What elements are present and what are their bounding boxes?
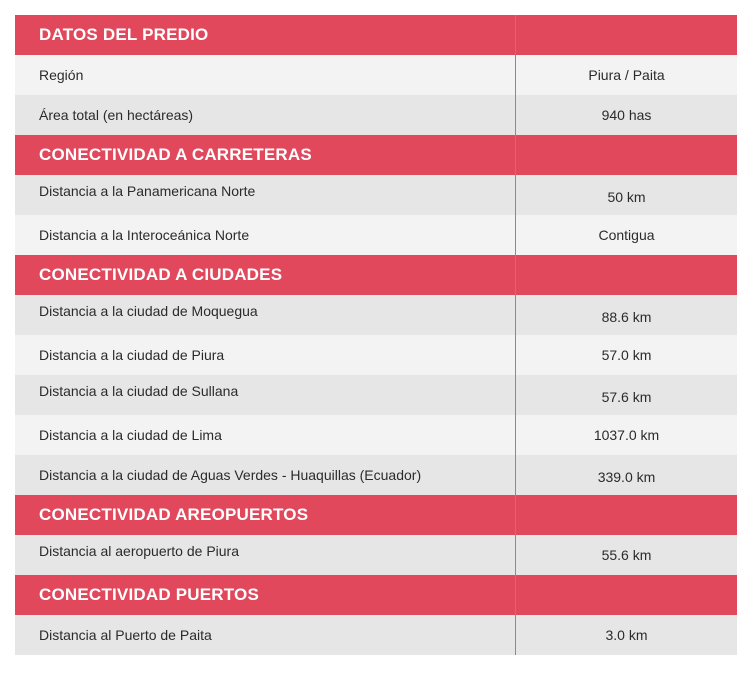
table-row — [15, 55, 737, 95]
row-value: 3.0 km — [605, 627, 648, 643]
row-label: Distancia a la Interoceánica Norte — [39, 227, 250, 243]
row-value: 339.0 km — [597, 469, 656, 485]
row-value: Contigua — [598, 227, 655, 243]
section-title: DATOS DEL PREDIO — [39, 25, 209, 44]
table-row — [15, 215, 737, 255]
row-label: Región — [39, 67, 84, 83]
row-value: 88.6 km — [601, 309, 652, 325]
section-header-conectividad-carreteras — [15, 135, 737, 175]
table-row — [15, 415, 737, 455]
row-label: Distancia a la Panamericana Norte — [39, 183, 256, 199]
row-label: Área total (en hectáreas) — [39, 107, 194, 123]
row-value: Piura / Paita — [588, 67, 665, 83]
section-header-conectividad-ciudades — [15, 255, 737, 295]
table-row — [15, 295, 737, 335]
table-row — [15, 95, 737, 135]
row-label: Distancia a la ciudad de Lima — [39, 427, 222, 443]
table-row — [15, 455, 737, 495]
row-value: 57.0 km — [601, 347, 652, 363]
section-title: CONECTIVIDAD A CARRETERAS — [39, 145, 312, 164]
row-value: 1037.0 km — [593, 427, 660, 443]
property-data-table — [15, 15, 737, 655]
table-row — [15, 335, 737, 375]
row-label: Distancia a la ciudad de Moquegua — [39, 303, 258, 319]
row-value: 50 km — [607, 189, 646, 205]
row-label: Distancia al aeropuerto de Piura — [39, 543, 240, 559]
row-value: 55.6 km — [601, 547, 652, 563]
section-header-datos-del-predio — [15, 15, 737, 55]
table-row — [15, 615, 737, 655]
section-header-conectividad-aeropuertos — [15, 495, 737, 535]
table-row — [15, 175, 737, 215]
row-label: Distancia a la ciudad de Aguas Verdes - Huaquillas (Ecuador) — [39, 467, 422, 483]
section-header-conectividad-puertos — [15, 575, 737, 615]
row-label: Distancia a la ciudad de Piura — [39, 347, 225, 363]
section-title: CONECTIVIDAD AREOPUERTOS — [39, 505, 309, 524]
row-label: Distancia a la ciudad de Sullana — [39, 383, 239, 399]
row-value: 57.6 km — [601, 389, 652, 405]
section-title: CONECTIVIDAD A CIUDADES — [39, 265, 283, 284]
table-row — [15, 535, 737, 575]
section-title: CONECTIVIDAD PUERTOS — [39, 585, 259, 604]
row-label: Distancia al Puerto de Paita — [39, 627, 212, 643]
row-value: 940 has — [601, 107, 652, 123]
table-row — [15, 375, 737, 415]
